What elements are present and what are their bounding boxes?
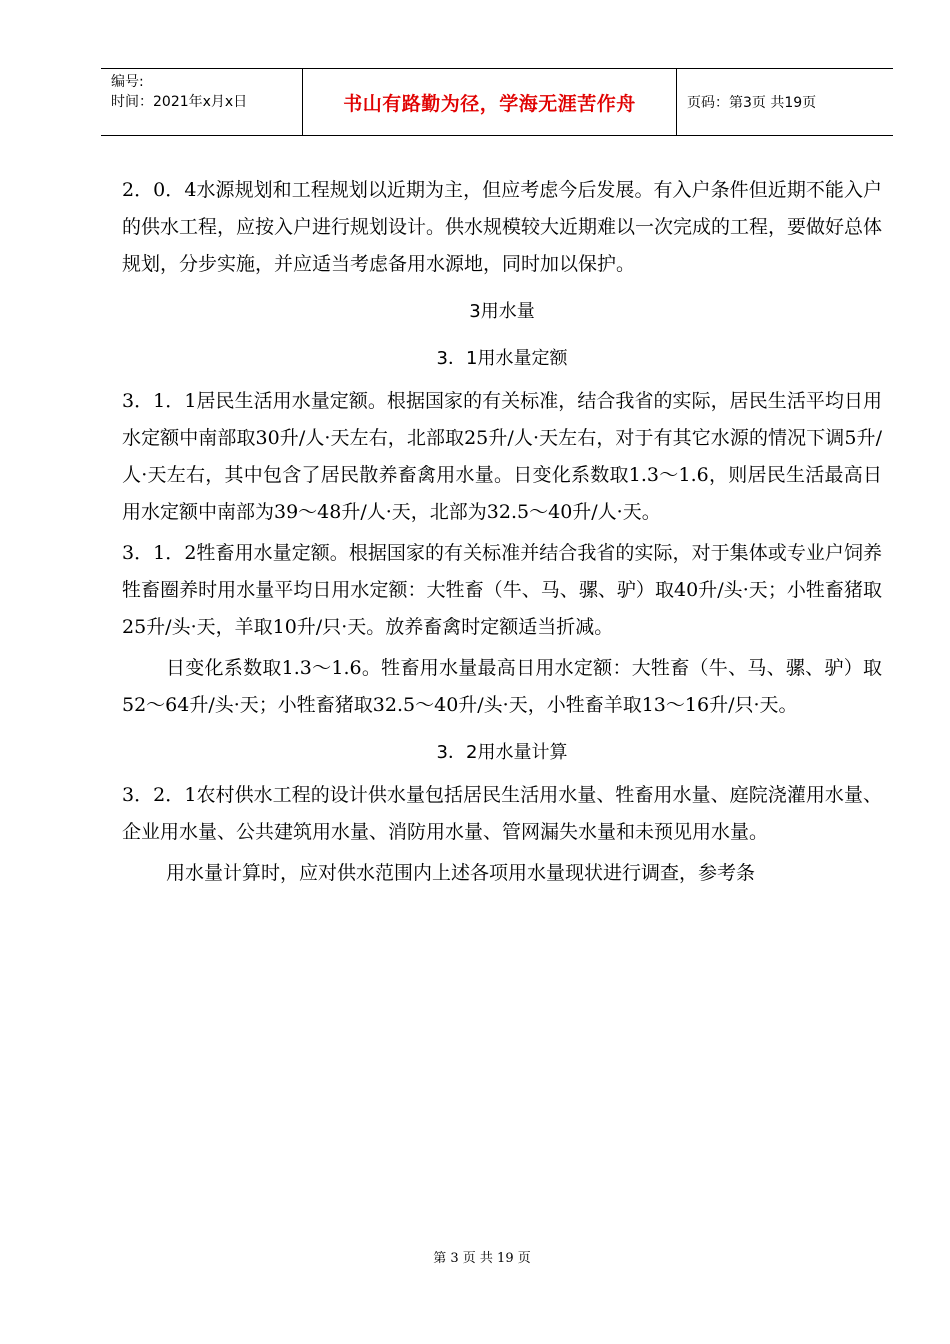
paragraph-2-0-4: 2．0．4水源规划和工程规划以近期为主，但应考虑今后发展。有入户条件但近期不能入户的供水工程，应按入户进行规划设计。供水规模较大近期难以一次完成的工程，要做好总体规划，分步实施，并应适当考虑备用水源地，同时加以保护。 — [122, 179, 883, 275]
page-footer: 第 3 页 共 19 页 — [433, 1251, 531, 1266]
date-label: 时间：2021年x月x日 — [111, 94, 248, 110]
section-heading-3-1: 3．1用水量定额 — [436, 348, 568, 369]
paragraph-3-1-2: 3．1．2牲畜用水量定额。根据国家的有关标准并结合我省的实际，对于集体或专业户饲养牲畜圈养时用水量平均日用水定额：大牲畜（牛、马、骡、驴）取40升/头·天；小牲畜猪取25升/头·天，羊取10升/只·天。放养畜禽时定额适当折减。 — [122, 542, 882, 638]
paragraph-3-2-1: 3．2．1农村供水工程的设计供水量包括居民生活用水量、牲畜用水量、庭院浇灌用水量、企业用水量、公共建筑用水量、消防用水量、管网漏失水量和未预见用水量。 — [122, 784, 882, 843]
header-page-number: 页码：第3页 共19页 — [687, 95, 817, 111]
document-header — [101, 68, 893, 136]
number-label: 编号: — [111, 74, 144, 90]
paragraph-3-1-1: 3．1．1居民生活用水量定额。根据国家的有关标准，结合我省的实际，居民生活平均日用水定额中南部取30升/人·天左右，北部取25升/人·天左右，对于有其它水源的情况下调5升/人·天左右，其中包含了居民散养畜禽用水量。日变化系数取1.3～1.6，则居民生活最高日用水定额中南部为39～48升/人·天，北部为32.5～40升/人·天。 — [122, 390, 882, 523]
section-heading-3: 3用水量 — [469, 301, 535, 322]
document-body — [122, 172, 882, 892]
section-heading-3-2: 3．2用水量计算 — [436, 742, 568, 763]
header-meta — [101, 69, 303, 135]
header-motto: 书山有路勤为径，学海无涯苦作舟 — [303, 69, 677, 135]
paragraph-daily-variation: 日变化系数取1.3～1.6。牲畜用水量最高日用水定额：大牲畜（牛、马、骡、驴）取52～64升/头·天；小牲畜猪取32.5～40升/头·天，小牲畜羊取13～16升/只·天。 — [122, 657, 882, 716]
paragraph-calculation: 用水量计算时，应对供水范围内上述各项用水量现状进行调查，参考条 — [166, 862, 756, 884]
